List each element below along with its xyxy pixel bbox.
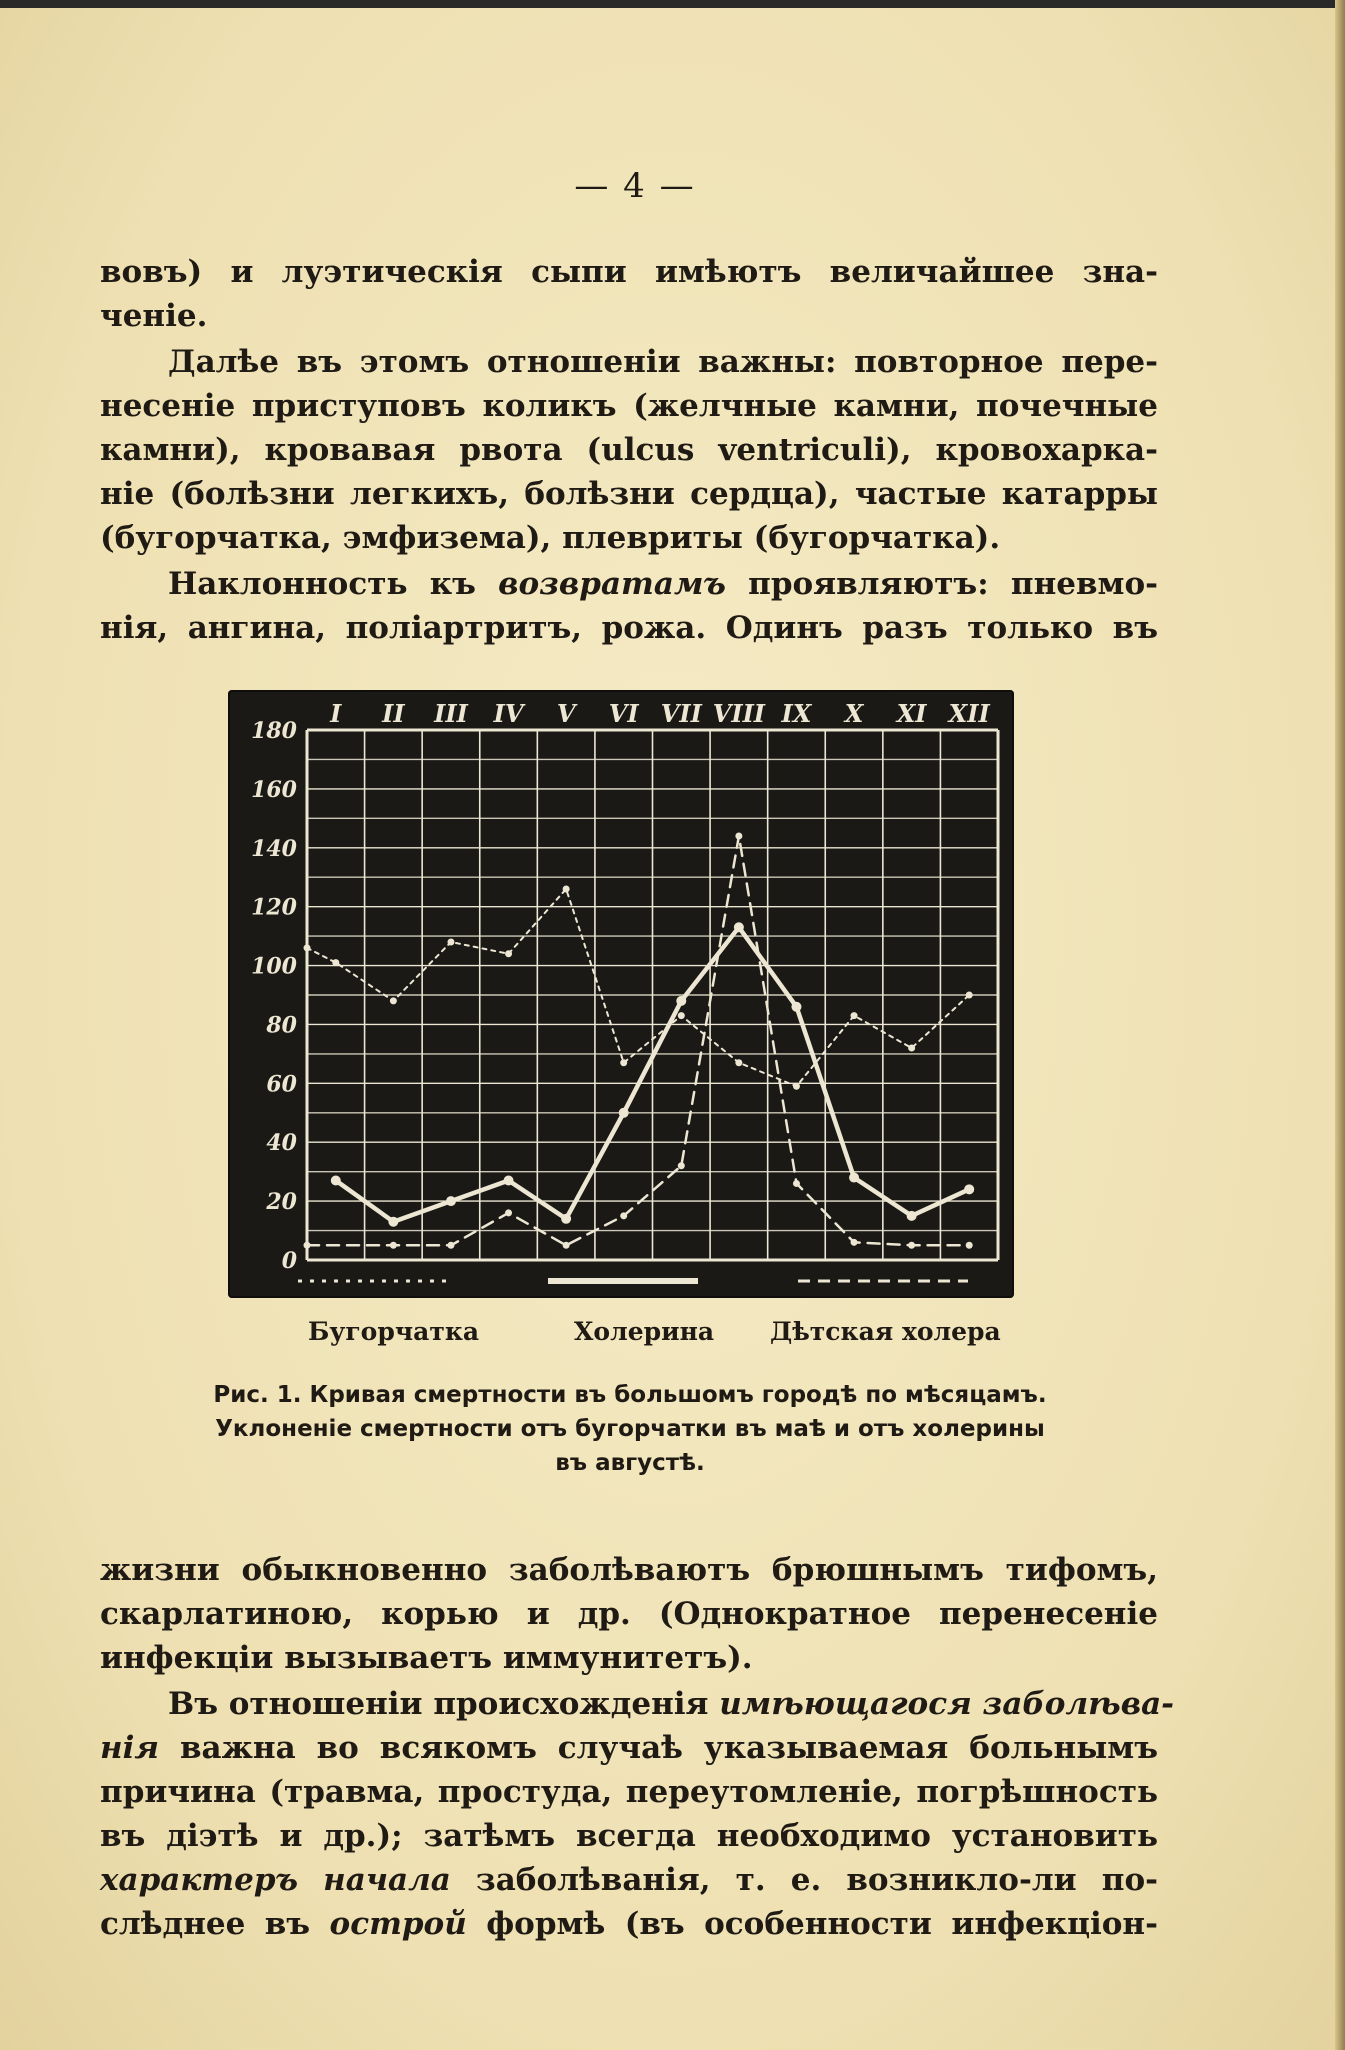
data-point-2 (966, 1242, 973, 1249)
y-tick-label: 20 (266, 1189, 297, 1216)
x-tick-label: I (330, 699, 342, 728)
data-point-1 (390, 997, 397, 1004)
page-number: — 4 — (574, 166, 696, 206)
data-point-1 (304, 944, 311, 951)
text-line: (бугорчатка, эмфизема), плевриты (бугорчатка). (100, 520, 1001, 556)
y-tick-label: 100 (251, 953, 297, 980)
data-point-0 (446, 1196, 456, 1206)
text-segment: заболѣванія, т. е. возникло-ли по- (450, 1862, 1158, 1898)
data-point-0 (676, 996, 686, 1006)
data-point-2 (851, 1239, 858, 1246)
text-line: вовъ) и луэтическія сыпи имѣютъ величайшее зна- (100, 254, 1158, 290)
data-point-0 (734, 922, 744, 932)
data-point-1 (563, 886, 570, 893)
x-tick-label: VI (608, 699, 639, 728)
scan-right-edge (1335, 0, 1345, 2050)
text-block-bottom (100, 1548, 1175, 1946)
data-point-1 (735, 1059, 742, 1066)
caption-line: Уклоненіе смертности отъ бугорчатки въ маѣ и отъ холерины (215, 1416, 1045, 1442)
emphasis-phrase: имѣющагося заболѣва- (719, 1686, 1175, 1722)
data-point-1 (908, 1045, 915, 1052)
text-line: камни), кровавая рвота (ulcus ventriculi), кровохарка- (100, 432, 1158, 468)
data-point-2 (793, 1180, 800, 1187)
data-point-2 (908, 1242, 915, 1249)
data-point-2 (620, 1212, 627, 1219)
caption-line: въ августѣ. (555, 1450, 705, 1476)
mortality-chart (228, 690, 1014, 1298)
x-tick-label: IV (493, 699, 524, 728)
x-tick-label: XI (896, 699, 927, 728)
text-block-top (100, 250, 1158, 650)
data-point-0 (331, 1176, 341, 1186)
legend-label-cholerine: Холерина (574, 1317, 715, 1346)
text-line-with-emphasis (100, 1726, 1158, 1770)
x-tick-label: V (556, 699, 576, 728)
y-tick-label: 80 (266, 1012, 297, 1039)
text-line: въ діэтѣ и др.); затѣмъ всегда необходимо установить (100, 1818, 1158, 1854)
legend-label-infant-cholera: Дѣтская холера (770, 1317, 1001, 1346)
data-point-0 (388, 1217, 398, 1227)
y-tick-label: 40 (266, 1130, 297, 1157)
emphasis-word: возвратамъ (498, 566, 726, 602)
y-tick-label: 60 (266, 1071, 297, 1098)
data-point-2 (447, 1242, 454, 1249)
data-point-2 (678, 1162, 685, 1169)
y-tick-label: 0 (281, 1248, 297, 1274)
data-point-1 (678, 1012, 685, 1019)
x-tick-label: XII (948, 699, 990, 728)
text-line-with-emphasis (100, 562, 1158, 606)
data-point-0 (561, 1214, 571, 1224)
data-point-1 (332, 959, 339, 966)
text-line: нія, ангина, поліартритъ, рожа. Одинъ разъ только въ (100, 610, 1158, 646)
x-tick-label: X (844, 699, 864, 728)
x-tick-label: VIII (712, 699, 766, 728)
chart-svg (228, 690, 1014, 1298)
x-tick-label: III (434, 699, 468, 728)
text-line: Далѣе въ этомъ отношеніи важны: повторное пере- (168, 344, 1158, 380)
y-tick-label: 160 (251, 776, 297, 803)
data-point-1 (851, 1012, 858, 1019)
data-point-1 (505, 950, 512, 957)
data-point-0 (907, 1211, 917, 1221)
text-line: ніе (болѣзни легкихъ, болѣзни сердца), частые катарры (100, 476, 1158, 512)
data-point-1 (966, 992, 973, 999)
caption-line: Рис. 1. Кривая смертности въ большомъ городѣ по мѣсяцамъ. (213, 1382, 1047, 1408)
text-line-with-emphasis (100, 1682, 1175, 1726)
text-line: жизни обыкновенно заболѣваютъ брюшнымъ тифомъ, (100, 1552, 1158, 1588)
figure-caption (110, 1378, 1150, 1480)
y-tick-label: 120 (251, 894, 297, 921)
emphasis-phrase: характеръ начала (100, 1862, 451, 1898)
text-line: скарлатиною, корью и др. (Однократное перенесеніе (100, 1596, 1158, 1632)
text-segment: формѣ (въ особенности инфекціон- (466, 1906, 1158, 1942)
data-point-0 (504, 1176, 514, 1186)
data-point-0 (791, 1002, 801, 1012)
x-tick-label: VII (660, 699, 702, 728)
data-point-0 (849, 1173, 859, 1183)
data-point-0 (619, 1108, 629, 1118)
x-tick-label: IX (781, 699, 812, 728)
text-segment: важна во всякомъ случаѣ указываемая больнымъ (159, 1730, 1158, 1766)
scan-top-edge (0, 0, 1345, 8)
data-point-2 (390, 1242, 397, 1249)
legend-label-tuberculosis: Бугорчатка (308, 1317, 480, 1346)
emphasis-word: острой (329, 1906, 467, 1942)
text-segment: проявляютъ: пневмо- (725, 566, 1158, 602)
emphasis-word: нія (100, 1730, 160, 1766)
data-point-2 (304, 1242, 311, 1249)
data-point-2 (505, 1209, 512, 1216)
data-point-1 (620, 1059, 627, 1066)
text-line: несеніе приступовъ коликъ (желчные камни, почечные (100, 388, 1158, 424)
y-tick-label: 180 (251, 718, 297, 744)
data-point-2 (563, 1242, 570, 1249)
text-line: инфекціи вызываетъ иммунитетъ). (100, 1640, 753, 1676)
text-line-with-emphasis (100, 1858, 1158, 1902)
x-tick-label: II (382, 699, 405, 728)
y-tick-label: 140 (251, 835, 297, 862)
text-segment: Наклонность къ (168, 566, 499, 602)
text-line: причина (травма, простуда, переутомленіе, погрѣшность (100, 1774, 1158, 1810)
data-point-0 (964, 1184, 974, 1194)
series-line-1 (307, 889, 969, 1086)
text-segment: слѣднее въ (100, 1906, 330, 1942)
data-point-1 (793, 1083, 800, 1090)
data-point-2 (735, 833, 742, 840)
text-line: ченіе. (100, 298, 208, 334)
data-point-1 (447, 939, 454, 946)
text-line-with-emphasis (100, 1902, 1158, 1946)
text-segment: Въ отношеніи происхожденія (168, 1686, 720, 1722)
series-line-2 (307, 836, 969, 1245)
